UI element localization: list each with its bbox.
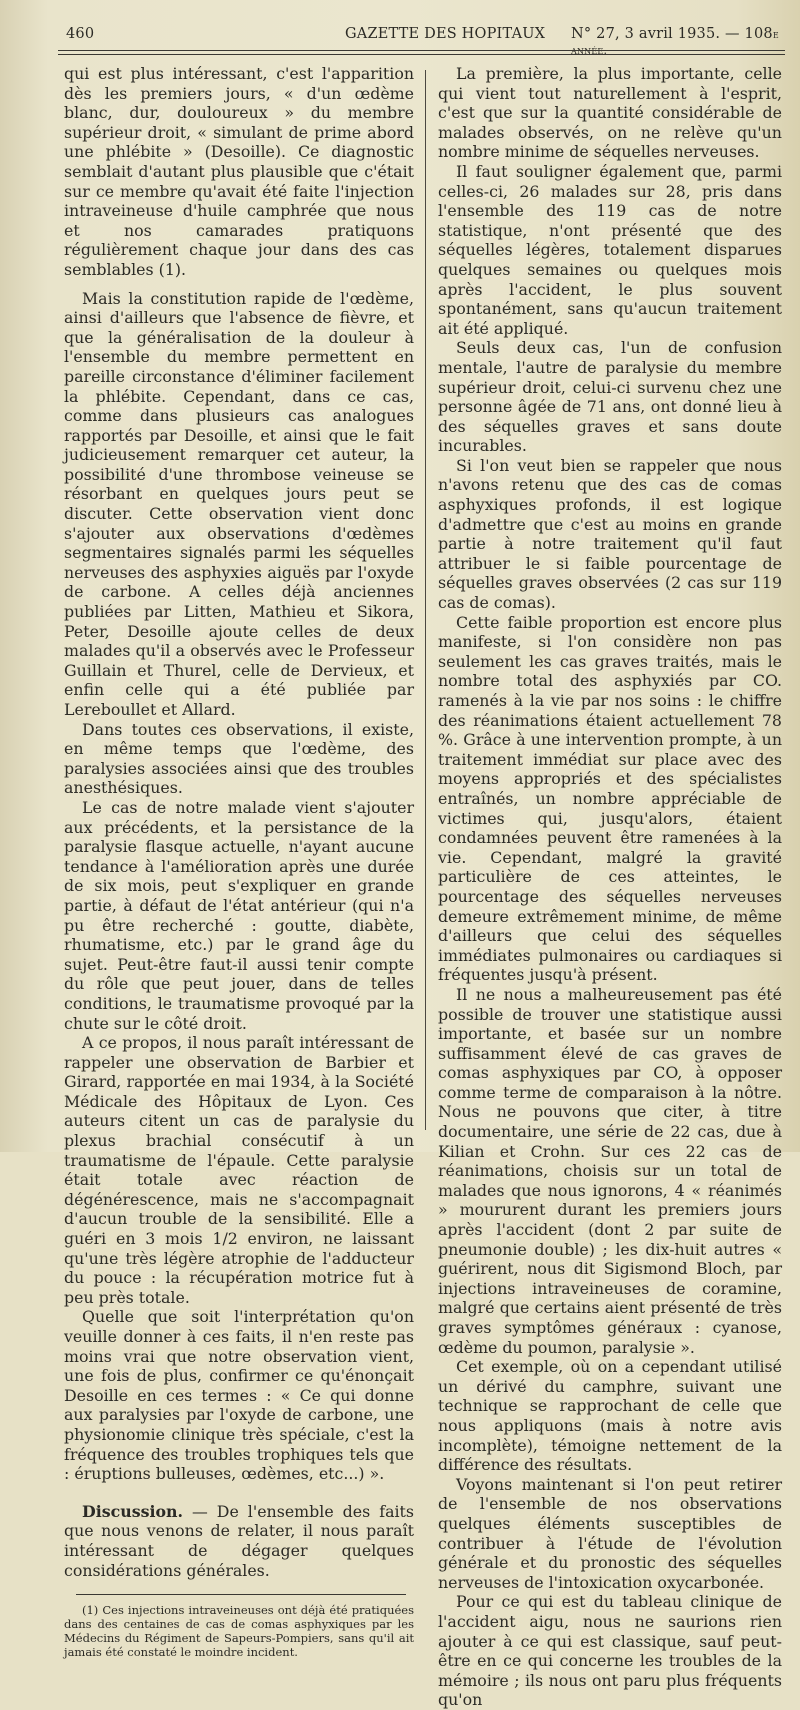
paragraph: qui est plus intéressant, c'est l'apparition dès les premiers jours, « d'un œdème blanc, dur, douloureux » du membre supérieur droit, « simulant de prime abord une phlébite » (Desoille). Ce diagnostic semblait d'autant plus plausible que c'était sur ce membre qu'avait été faite l'injection intraveineuse d'huile camphrée que nous et nos camarades pratiquons régulièrement chaque jour dans des cas semblables (1). (64, 64, 414, 279)
journal-title: GAZETTE DES HOPITAUX (345, 26, 546, 42)
footnote: (1) Ces injections intraveineuses ont déjà été pratiquées dans des centaines de cas de comas asphyxiques par les Médecins du Régiment de Sapeurs-Pompiers, sans qu'il ait jamais été constaté le moindre incident. (64, 1603, 414, 1660)
paragraph: Seuls deux cas, l'un de confusion mentale, l'autre de paralysie du membre supérieur droit, celui-ci survenu chez une personne âgée de 71 ans, ont donné lieu à des séquelles graves et sans doute incurables. (438, 338, 782, 456)
paragraph: Il ne nous a malheureusement pas été possible de trouver une statistique aussi importante, et basée sur un nombre suffisamment élevé de cas graves de comas asphyxiques par CO, à opposer comme terme de comparaison à la nôtre. Nous ne pouvons que citer, à titre documentaire, une série de 22 cas, due à Kilian et Crohn. Sur ces 22 cas de réanimations, choisis sur un total de malades que nous ignorons, 4 « réanimés » moururent durant les premiers jours après l'accident (dont 2 par suite de pneumonie double) ; les dix-huit autres « guérirent, nous dit Sigismond Bloch, par injections intraveineuses de coramine, malgré que certains aient présenté de très graves symptômes généraux : cyanose, œdème du poumon, paralysie ». (438, 984, 782, 1357)
running-header (58, 26, 785, 57)
paragraph: A ce propos, il nous paraît intéressant de rappeler une observation de Barbier et Girard, rapportée en mai 1934, à la Société Médicale des Hôpitaux de Lyon. Ces auteurs citent un cas de paralysie du plexus brachial consécutif à un traumatisme de l'épaule. Cette paralysie était totale avec réaction de dégénérescence, mais ne s'accompagnait d'aucun trouble de la sensibilité. Elle a guéri en 3 mois 1/2 environ, ne laissant qu'une très légère atrophie de l'adducteur du pouce : la récupération motrice fut à peu près totale. (64, 1033, 414, 1307)
paragraph: Voyons maintenant si l'on peut retirer de l'ensemble de nos observations quelques éléments susceptibles de contribuer à l'étude de l'évolution générale et du pronostic des séquelles nerveuses de l'intoxication oxycarbonée. (438, 1474, 782, 1592)
paragraph: Il faut souligner également que, parmi celles-ci, 26 malades sur 28, pris dans l'ensemble des 119 cas de notre statistique, n'ont présenté que des séquelles légères, totalement disparues quelques semaines ou quelques mois après l'accident, le plus souvent spontanément, sans qu'aucun traitement ait été appliqué. (438, 161, 782, 338)
left-column (64, 64, 414, 1659)
paragraph: Le cas de notre malade vient s'ajouter aux précédents, et la persistance de la paralysie flasque actuelle, n'ayant aucune tendance à l'amélioration après une durée de six mois, peut s'expliquer en grande partie, à défaut de l'état antérieur (qui n'a pu être recherché : goutte, diabète, rhumatisme, etc.) par le grand âge du sujet. Peut-être faut-il aussi tenir compte du rôle que peut jouer, dans de telles conditions, le traumatisme provoqué par la chute sur le côté droit. (64, 797, 414, 1033)
column-separator (425, 70, 426, 1130)
discussion-heading: Discussion. (82, 1501, 184, 1521)
header-rule-thin (58, 54, 785, 55)
paragraph: Mais la constitution rapide de l'œdème, ainsi d'ailleurs que l'absence de fièvre, et que la généralisation de la douleur à l'ensemble du membre permettent en pareille circonstance d'éliminer facilement la phlébite. Cependant, dans ce cas, comme dans plusieurs cas analogues rapportés par Desoille, et ainsi que le fait judicieusement remarquer cet auteur, la possibilité d'une thrombose veineuse se résorbant en quelques jours peut se discuter. Cette observation vient donc s'ajouter aux observations d'œdèmes segmentaires signalés parmi les séquelles nerveuses des asphyxies aiguës par l'oxyde de carbone. A celles déjà anciennes publiées par Litten, Mathieu et Sikora, Peter, Desoille ajoute celles de deux malades qu'il a observés avec le Professeur Guillain et Thurel, celle de Dervieux, et enfin celle qui a été publiée par Lereboullet et Allard. (64, 288, 414, 719)
discussion-text: — De l'ensemble des faits que nous venons de relater, il nous paraît intéressant de dégager quelques considérations générales. (64, 1501, 414, 1580)
issue-date: N° 27, 3 avril 1935. — 108 (571, 26, 773, 42)
header-rule-thick (58, 50, 785, 51)
paragraph: Dans toutes ces observations, il existe, en même temps que l'œdème, des paralysies associées ainsi que des troubles anesthésiques. (64, 719, 414, 798)
paragraph: Cette faible proportion est encore plus manifeste, si l'on considère non pas seulement les cas graves traités, mais le nombre total des asphyxiés par CO. ramenés à la vie par nos soins : le chiffre des réanimations étaient actuellement 78 %. Grâce à une intervention prompte, à un traitement immédiat sur place avec des moyens appropriés et des spécialistes entraînés, un nombre appréciable de victimes qui, jusqu'alors, étaient condamnées peuvent être ramenées à la vie. Cependant, malgré la gravité particulière de ces atteintes, le pourcentage des séquelles nerveuses demeure extrêmement minime, de même d'ailleurs que celui des séquelles immédiates pulmonaires ou cardiaques si fréquentes jusqu'à présent. (438, 612, 782, 985)
paragraph: Si l'on veut bien se rappeler que nous n'avons retenu que des cas de comas asphyxiques profonds, il est logique d'admettre que c'est au moins en grande partie à notre traitement qu'il faut attribuer le si faible pourcentage de séquelles graves observées (2 cas sur 119 cas de comas). (438, 455, 782, 613)
footnote-rule (76, 1594, 406, 1595)
right-column (438, 64, 782, 1710)
paragraph: Quelle que soit l'interprétation qu'on veuille donner à ces faits, il n'en reste pas moins vrai que notre observation vient, une fois de plus, confirmer ce qu'énonçait Desoille en ces termes : « Ce qui donne aux paralysies par l'oxyde de carbone, une physionomie clinique très spéciale, c'est la fréquence des troubles trophiques tels que : éruptions bulleuses, œdèmes, etc...) ». (64, 1307, 414, 1484)
paragraph: La première, la plus importante, celle qui vient tout naturellement à l'esprit, c'est que sur la quantité considérable de malades observés, on ne relève qu'un nombre minime de séquelles nerveuses. (438, 64, 782, 162)
paragraph: Cet exemple, où on a cependant utilisé un dérivé du camphre, suivant une technique se rapprochant de celle que nous appliquons (mais à notre avis incomplète), témoigne nettement de la différence des résultats. (438, 1357, 782, 1475)
page-number: 460 (66, 26, 95, 42)
issue-year-suffix: e année. (571, 28, 779, 57)
discussion-paragraph (64, 1502, 414, 1580)
paragraph: Pour ce qui est du tableau clinique de l'accident aigu, nous ne saurions rien ajouter à ce qui est classique, sauf peut-être en ce qui concerne les troubles de la mémoire ; ils nous ont paru plus fréquents qu'on (438, 1592, 782, 1710)
